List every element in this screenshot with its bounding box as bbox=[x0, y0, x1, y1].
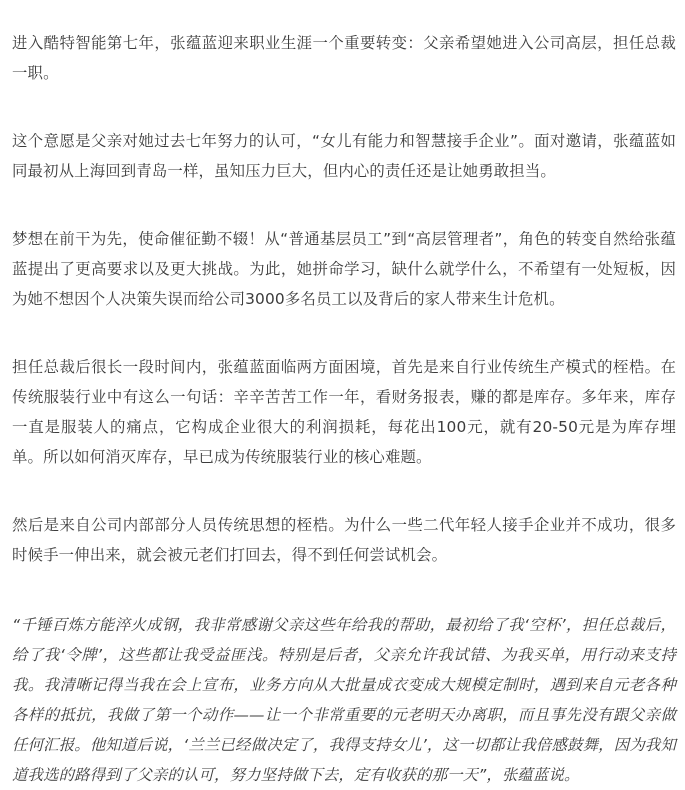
article-body bbox=[12, 28, 676, 790]
quote-paragraph: “千锤百炼方能淬火成钢，我非常感谢父亲这些年给我的帮助，最初给了我‘空杯’，担任总裁后，给了我‘令牌’，这些都让我受益匪浅。特别是后者，父亲允许我试错、为我买单，用行动来支持我。我清晰记得当我在会上宣布，业务方向从大批量成衣变成大规模定制时，遇到来自元老各种各样的抵抗，我做了第一个动作——让一个非常重要的元老明天办离职，而且事先没有跟父亲做任何汇报。他知道后说，‘兰兰已经做决定了，我得支持女儿’，这一切都让我倍感鼓舞，因为我知道我选的路得到了父亲的认可，努力坚持做下去，定有收获的那一天”，张蕴蓝说。 bbox=[12, 616, 676, 784]
paragraph-inventory-problem: 担任总裁后很长一段时间内，张蕴蓝面临两方面困境，首先是来自行业传统生产模式的桎梏。在传统服装行业中有这么一句话：辛辛苦苦工作一年，看财务报表，赚的都是库存。多年来，库存一直是服装人的痛点，它构成企业很大的利润损耗，每花出100元，就有20-50元是为库存埋单。所以如何消灭库存，早已成为传统服装行业的核心难题。 bbox=[12, 358, 676, 466]
paragraph-new-challenges: 梦想在前干为先，使命催征勤不辍！从“普通基层员工”到“高层管理者”，角色的转变自然给张蕴蓝提出了更高要求以及更大挑战。为此，她拼命学习，缺什么就学什么，不希望有一处短板，因为她不想因个人决策失误而给公司3000多名员工以及背后的家人带来生计危机。 bbox=[12, 230, 676, 308]
paragraph-father-recognition: 这个意愿是父亲对她过去七年努力的认可，“女儿有能力和智慧接手企业”。面对邀请，张蕴蓝如同最初从上海回到青岛一样，虽知压力巨大，但内心的责任还是让她勇敢担当。 bbox=[12, 132, 676, 180]
paragraph-promotion: 进入酷特智能第七年，张蕴蓝迎来职业生涯一个重要转变：父亲希望她进入公司高层，担任总裁一职。 bbox=[12, 34, 676, 82]
paragraph-internal-resistance: 然后是来自公司内部部分人员传统思想的桎梏。为什么一些二代年轻人接手企业并不成功，很多时候手一伸出来，就会被元老们打回去，得不到任何尝试机会。 bbox=[12, 516, 676, 564]
